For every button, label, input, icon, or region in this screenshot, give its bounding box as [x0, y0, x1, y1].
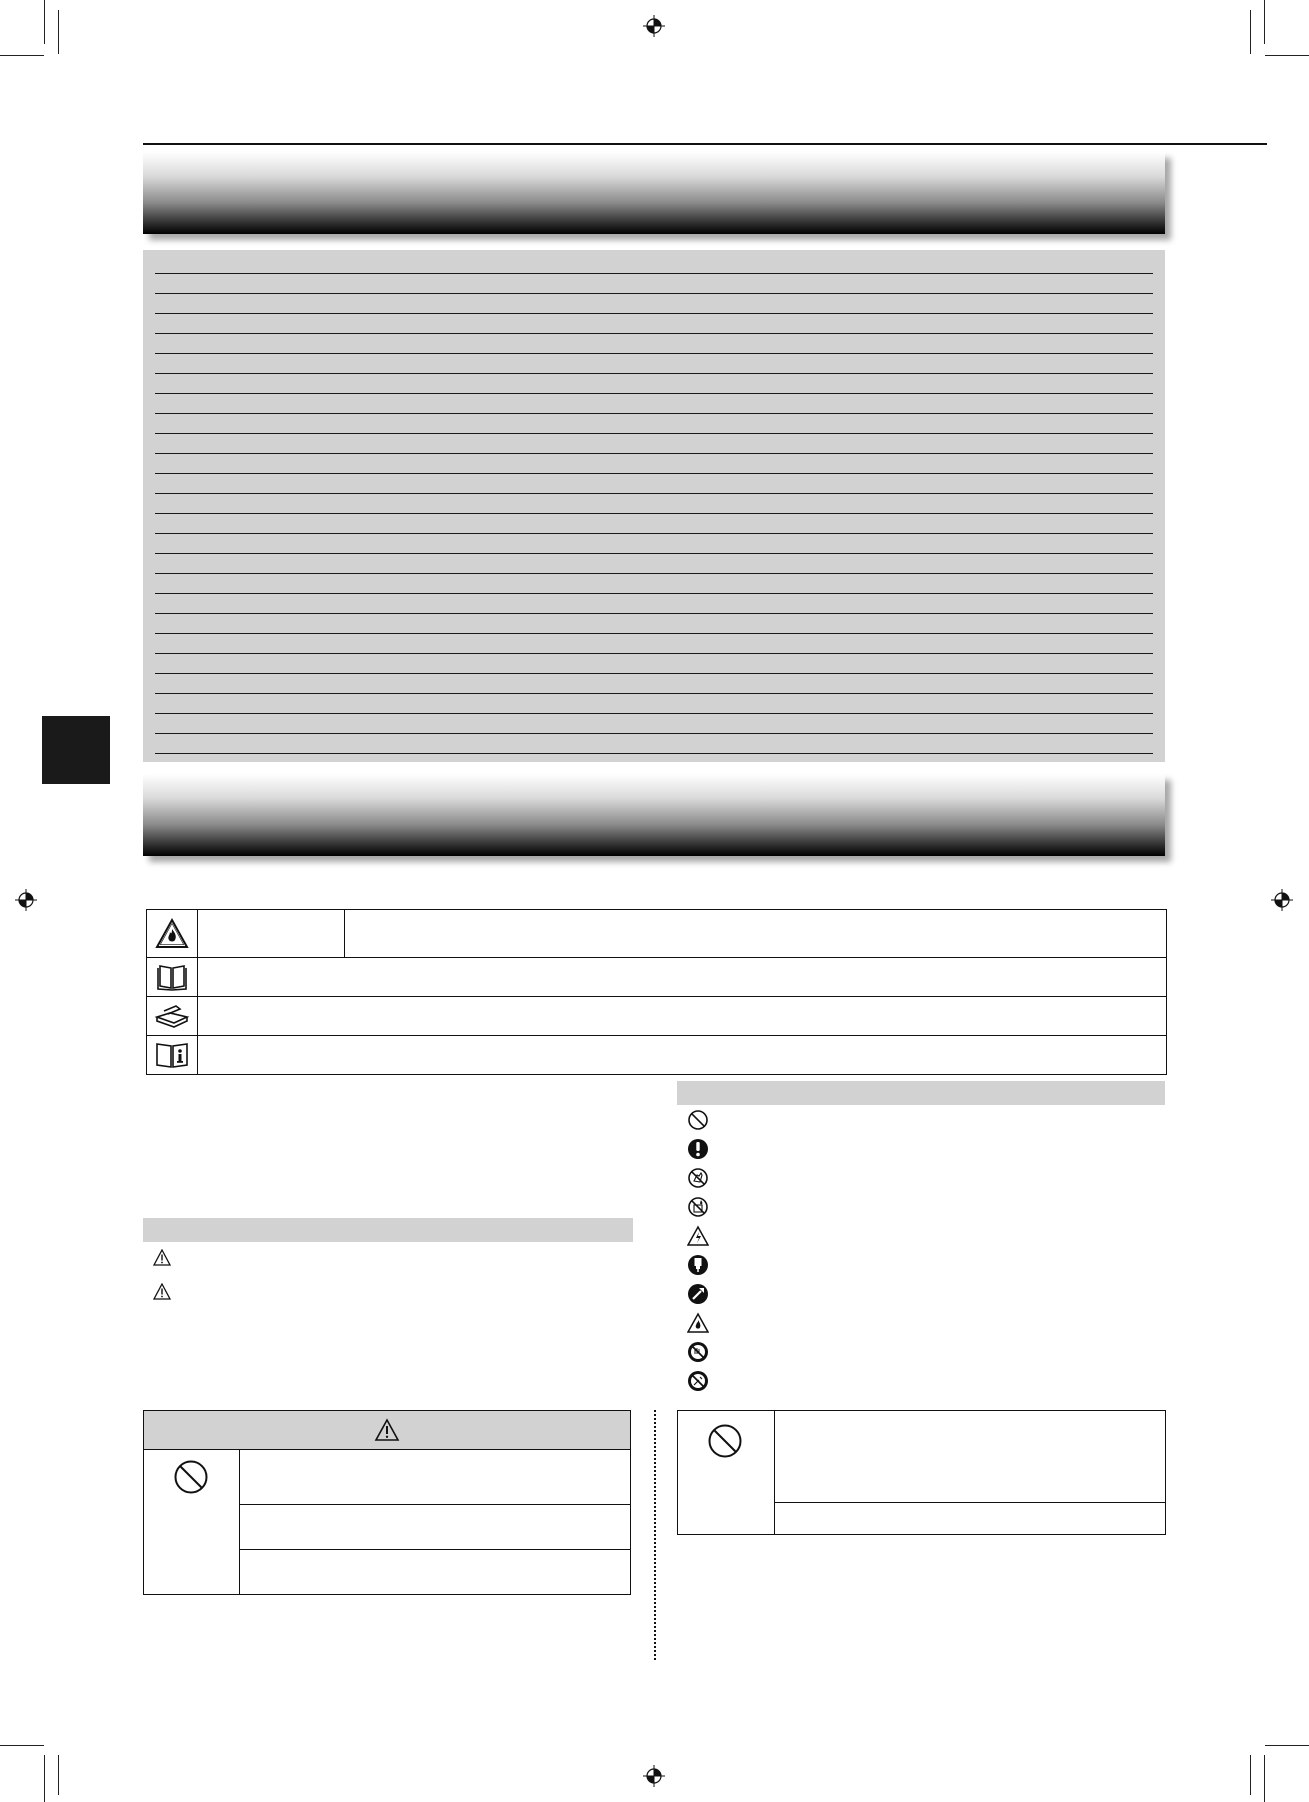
legend-header	[677, 1081, 1165, 1105]
toc-rule	[155, 433, 1153, 434]
symbol-text-cell	[197, 1035, 1166, 1074]
language-tab	[42, 716, 110, 784]
toc-rule	[155, 573, 1153, 574]
warning-triangle-icon	[374, 1418, 400, 1442]
registration-mark-icon	[15, 889, 37, 911]
warning-box	[143, 1410, 631, 1595]
column-divider	[654, 1410, 656, 1660]
toc-rule	[155, 373, 1153, 374]
earth-ground-icon	[687, 1283, 709, 1305]
toc-rule	[155, 393, 1153, 394]
prohibited-icon	[707, 1423, 743, 1459]
unplug-icon	[687, 1254, 709, 1276]
symbol-text-cell	[197, 957, 1166, 996]
no-wet-hands-icon	[687, 1167, 709, 1189]
warning-icon-cell	[678, 1411, 775, 1534]
table-of-contents	[143, 250, 1165, 762]
crop-mark	[1250, 1755, 1251, 1795]
crop-mark	[1265, 1745, 1309, 1746]
caution-triangle-icon	[153, 1283, 171, 1300]
crop-mark	[44, 0, 45, 44]
warning-row	[240, 1449, 630, 1505]
information-manual-icon	[155, 1041, 189, 1069]
toc-rule	[155, 593, 1153, 594]
crop-mark	[1250, 10, 1251, 54]
symbol-icon-cell	[147, 1035, 198, 1074]
toc-rule	[155, 273, 1153, 274]
electric-shock-icon	[687, 1225, 709, 1247]
toc-rule	[155, 473, 1153, 474]
registration-mark-icon	[643, 15, 665, 37]
toc-rule	[155, 453, 1153, 454]
toc-rule	[155, 653, 1153, 654]
toc-rule	[155, 333, 1153, 334]
warning-row	[775, 1411, 1165, 1503]
toc-rule	[155, 633, 1153, 634]
registration-mark-icon	[1271, 889, 1293, 911]
toc-rule	[155, 753, 1153, 754]
header-rule	[143, 143, 1267, 145]
symbol-icon-cell	[147, 996, 198, 1035]
warning-row	[775, 1503, 1165, 1534]
symbol-label-cell	[197, 910, 345, 957]
toc-rule	[155, 733, 1153, 734]
crop-mark	[0, 55, 44, 56]
crop-mark	[1265, 55, 1309, 56]
toc-rule	[155, 613, 1153, 614]
no-water-icon	[687, 1196, 709, 1218]
prohibited-icon	[173, 1459, 209, 1495]
crop-mark	[1264, 1755, 1265, 1802]
warning-header	[144, 1411, 630, 1450]
symbol-text-cell	[197, 996, 1166, 1035]
toc-rule	[155, 533, 1153, 534]
warning-triangle-icon	[153, 1249, 171, 1266]
warning-row	[240, 1505, 630, 1550]
toc-rule	[155, 673, 1153, 674]
fire-hazard-icon	[687, 1312, 709, 1334]
crop-mark	[0, 1745, 44, 1746]
symbol-text-cell	[345, 910, 1166, 957]
toc-rule	[155, 693, 1153, 694]
marks-header	[143, 1218, 633, 1242]
service-manual-icon	[154, 1003, 190, 1029]
warning-box	[677, 1410, 1166, 1535]
toc-rule	[155, 293, 1153, 294]
toc-rule	[155, 713, 1153, 714]
crop-mark	[44, 1755, 45, 1802]
registration-mark-icon	[643, 1765, 665, 1787]
mandatory-icon	[687, 1138, 709, 1160]
crop-mark	[1264, 0, 1265, 44]
symbol-table	[146, 909, 1167, 1075]
symbol-icon-cell	[147, 957, 198, 996]
warning-icon-cell	[144, 1449, 240, 1594]
flammable-warning-icon	[155, 917, 189, 951]
no-disassembly-icon	[687, 1370, 709, 1392]
section-title-band	[143, 774, 1165, 856]
toc-rule	[155, 553, 1153, 554]
toc-rule	[155, 313, 1153, 314]
crop-mark	[58, 1755, 59, 1795]
toc-rule	[155, 493, 1153, 494]
section-title-band	[143, 152, 1165, 234]
symbol-icon-cell	[147, 910, 198, 957]
no-touch-icon	[687, 1341, 709, 1363]
warning-row	[240, 1550, 630, 1594]
crop-mark	[58, 10, 59, 54]
toc-rule	[155, 513, 1153, 514]
toc-rule	[155, 353, 1153, 354]
toc-rule	[155, 413, 1153, 414]
manual-book-icon	[156, 962, 188, 992]
prohibited-icon	[687, 1109, 709, 1131]
